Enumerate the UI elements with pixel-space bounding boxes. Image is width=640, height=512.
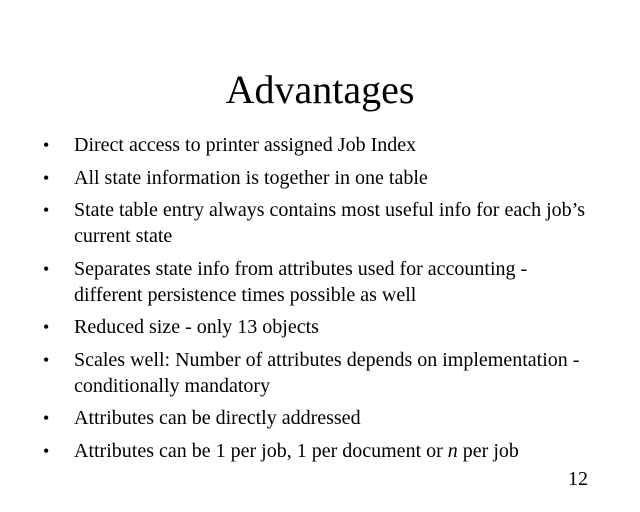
list-item <box>40 347 600 399</box>
bullet-text: Direct access to printer assigned Job Index <box>74 134 417 156</box>
bullet-icon: • <box>43 317 50 337</box>
list-item <box>40 256 600 308</box>
page-number: 12 <box>568 468 588 490</box>
bullet-text: Reduced size - only 13 objects <box>74 316 319 338</box>
list-item <box>40 405 600 431</box>
bullet-icon: • <box>43 167 50 188</box>
slide-title: Advantages <box>225 67 415 112</box>
bullet-icon: • <box>43 408 50 428</box>
list-item <box>40 197 600 249</box>
bullet-text-part: Attributes can be 1 per job, 1 per document or <box>74 439 448 462</box>
list-item <box>40 132 600 158</box>
bullet-text-italic: n <box>447 439 458 462</box>
bullet-text: Scales well: Number of attributes depends on implementation - conditionally mandatory <box>74 348 580 397</box>
list-item <box>40 314 600 340</box>
bullet-text-part: per job <box>457 439 519 462</box>
bullet-list <box>40 132 600 470</box>
bullet-icon: • <box>43 258 50 279</box>
list-item <box>40 165 600 191</box>
bullet-text: State table entry always contains most useful info for each job’s current state <box>74 199 585 247</box>
bullet-text <box>74 440 519 462</box>
bullet-text: Separates state info from attributes used for accounting - different persistence times possible as well <box>74 257 528 306</box>
bullet-icon: • <box>43 200 50 220</box>
bullet-text: All state information is together in one table <box>74 166 428 189</box>
bullet-icon: • <box>43 135 50 155</box>
bullet-text: Attributes can be directly addressed <box>74 407 361 429</box>
list-item <box>40 438 600 464</box>
bullet-icon: • <box>43 349 50 370</box>
bullet-icon: • <box>43 440 50 461</box>
